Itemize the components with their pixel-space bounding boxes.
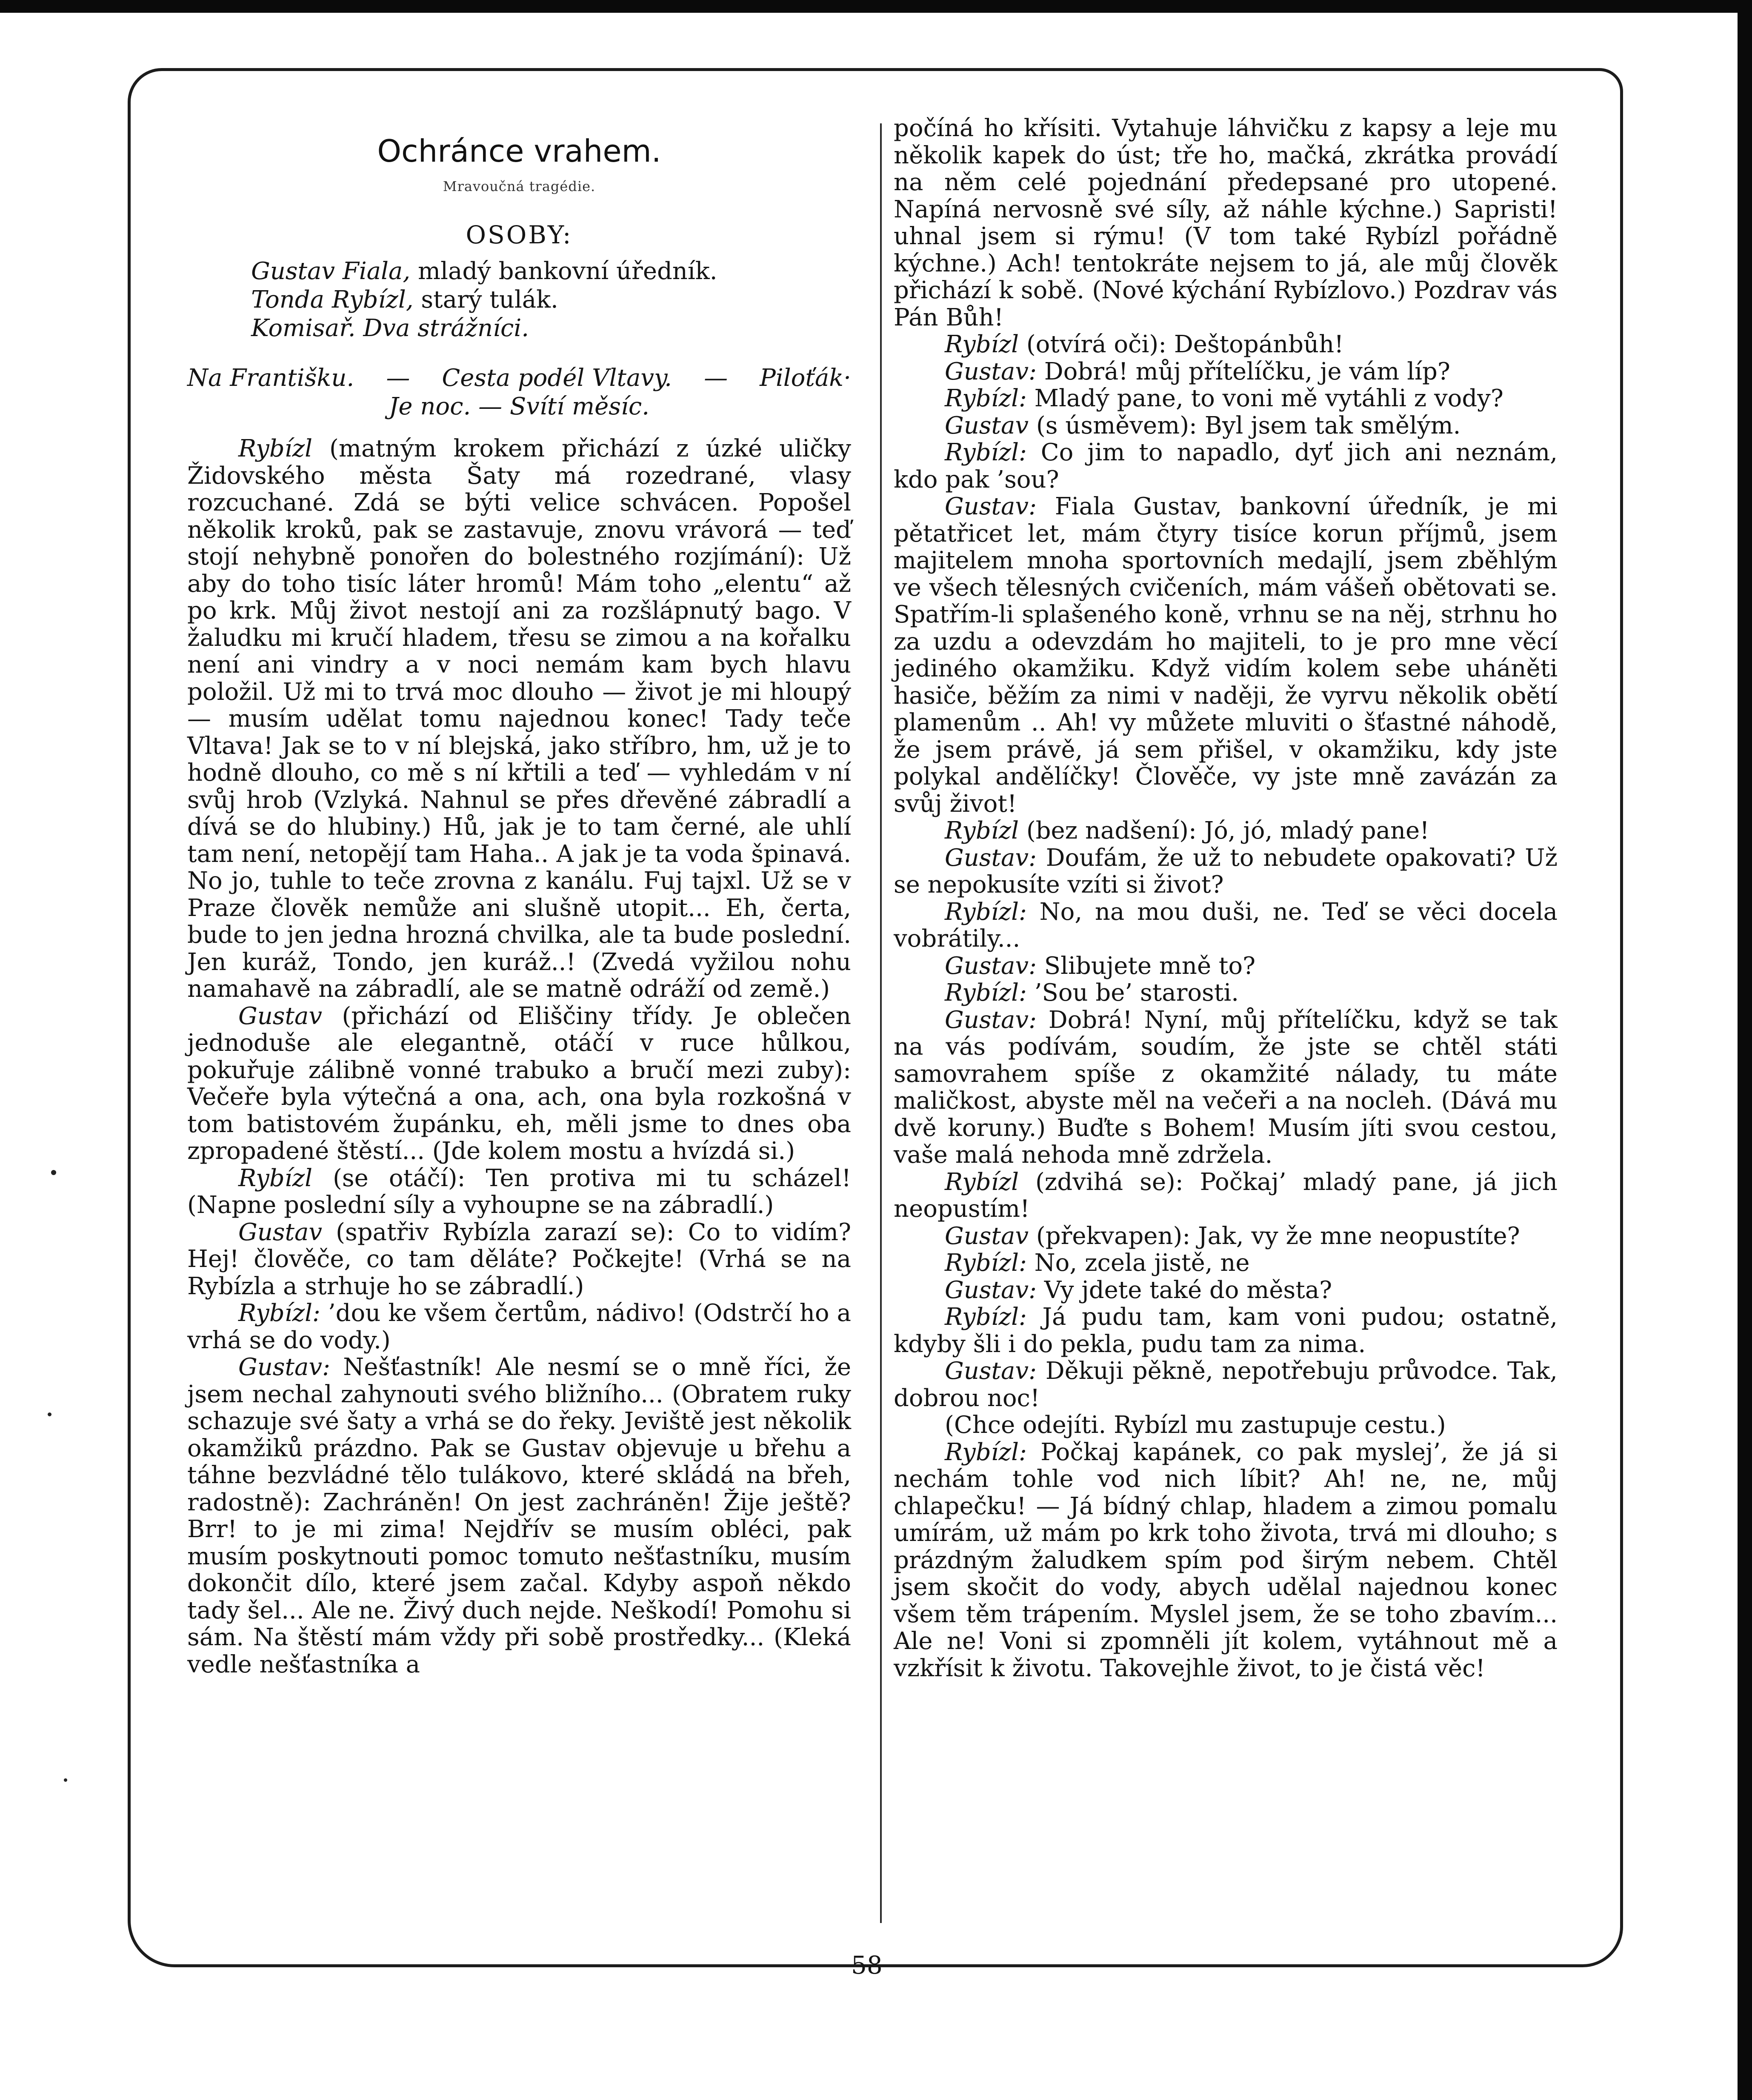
speaker-name: Rybízl	[238, 1164, 312, 1192]
dialogue-paragraph	[894, 899, 1558, 953]
speaker-name: Gustav:	[945, 493, 1037, 520]
cast-entry: Komisař. Dva strážníci.	[251, 314, 529, 342]
speaker-name: Rybízl:	[945, 1249, 1027, 1277]
speaker-name: Rybízl:	[945, 979, 1027, 1007]
dialogue-paragraph	[187, 1300, 851, 1354]
dialogue-paragraph	[894, 358, 1558, 385]
dialogue-paragraph	[894, 385, 1558, 412]
dialogue-text: Já pudu tam, kam voni pudou; ostatně, kdyby šli i do pekla, pudu tam za nima.	[894, 1303, 1558, 1358]
play-subtitle: Mravoučná tragédie.	[443, 178, 596, 194]
cast-heading: OSOBY:	[466, 220, 573, 249]
dialogue-paragraph	[894, 1250, 1558, 1277]
speaker-name: Gustav	[945, 1222, 1029, 1250]
speaker-name: Rybízl:	[945, 1438, 1027, 1466]
dialogue-text: (zdvihá se): Počkaj’ mladý pane, já jich neopustím!	[894, 1168, 1558, 1223]
right-column	[894, 115, 1558, 1682]
dialogue-text: Slibujete mně to?	[1044, 952, 1256, 980]
dialogue-text: Doufám, že už to nebudete opakovati? Už se nepokusíte vzíti si život?	[894, 844, 1558, 899]
scan-speck	[64, 1778, 67, 1782]
dialogue-paragraph	[894, 1169, 1558, 1223]
scene-setting-line-2: Je noc. — Svítí měsíc.	[389, 393, 650, 420]
dialogue-text: Dobrá! můj přítelíčku, je vám líp?	[1044, 357, 1450, 385]
dialogue-text: Děkuji pěkně, nepotřebuju průvodce. Tak, dobrou noc!	[894, 1357, 1558, 1412]
dialogue-paragraph	[894, 1223, 1558, 1250]
scan-speck	[48, 1412, 51, 1416]
speaker-name: Rybízl:	[945, 898, 1027, 926]
dialogue-text: Dobrá! Nyní, můj přítelíčku, když se tak na vás podívám, soudím, že jste se chtěl státi samovrahem spíše z okamžité nálady, tu máte maličkost, abyste měl na večeři a na nocleh. (Dává mu dvě koruny.) Buďte s Bohem! Musím jíti svou cestou, vaše malá nehoda mně zdržela.	[894, 1006, 1558, 1169]
scene-setting-line-1: Na Františku. — Cesta podél Vltavy. — Piloťák·	[187, 364, 851, 392]
dialogue-text: (s úsměvem): Byl jsem tak smělým.	[1036, 411, 1461, 439]
dialogue-text: (matným krokem přichází z úzké uličky Židovského města Šaty má rozedrané, vlasy rozcuchané. Zdá se býti velice schvácen. Popošel několik kroků, pak se zastavuje, znovu vrávorá — teď stojí nehybně ponořen do bolestného rozjímání): Už aby do toho tisíc láter hromů! Mám toho „elentu“ až po krk. Můj život nestojí ani za rozšlápnutý bago. V žaludku mi kručí hladem, třesu se zimou a na kořalku není ani vindry a v noci nemám kam bych hlavu položil. Už mi to trvá moc dlouho — život je mi hloupý — musím udělat tomu najednou konec! Tady teče Vltava! Jak se to v ní blejská, jako stříbro, hm, už je to hodně dlouho, co mě s ní křtili a teď — vyhledám v ní svůj hrob (Vzlyká. Nahnul se přes dřevěné zábradlí a dívá se do hlubiny.) Hů, jak je to tam černé, ale uhlí tam není, netopějí tam Haha.. A jak je ta voda špinavá. No jo, tuhle to teče zrovna z kanálu. Fuj tajxl. Už se v Praze člověk nemůže ani slušně utopit... Eh, čerta, bude to jen jedna hrozná chvilka, ale ta bude poslední. Jen kuráž, Tondo, jen kuráž..! (Zvedá vyžilou nohu namahavě na zábradlí, ale se matně odráží od země.)	[187, 435, 851, 1003]
dialogue-text: Nešťastník! Ale nesmí se o mně říci, že jsem nechal zahynouti svého bližního... (Obratem ruky schazuje své šaty a vrhá se do řeky. Jeviště jest několik okamžiků prázdno. Pak se Gustav objevuje u břehu a táhne bezvládné tělo tulákovo, které skládá na břeh, radostně): Zachráněn! On jest zachráněn! Žije ještě? Brr! to je mi zima! Nejdřív se musím obléci, pak musím poskytnouti pomoc tomuto nešťastníku, musím dokončit dílo, které jsem začal. Kdyby aspoň někdo tady šel... Ale ne. Živý duch nejde. Neškodí! Pomohu si sám. Na štěstí mám vždy při sobě prostředky... (Kleká vedle nešťastníka a	[187, 1353, 851, 1678]
scan-edge-top	[0, 0, 1752, 13]
dialogue-text: (překvapen): Jak, vy že mne neopustíte?	[1036, 1222, 1520, 1250]
dialogue-text: Co jim to napadlo, dyť jich ani neznám, kdo pak ’sou?	[894, 439, 1558, 494]
dialogue-paragraph	[894, 439, 1558, 493]
speaker-name: Rybízl:	[945, 385, 1027, 412]
dialogue-text: (spatřiv Rybízla zarazí se): Co to vidím? Hej! člověče, co tam děláte? Počkejte! (Vrhá se na Rybízla a strhuje ho se zábradlí.)	[187, 1218, 851, 1300]
dialogue-paragraph	[894, 493, 1558, 817]
dialogue-text: ’dou ke všem čertům, nádivo! (Odstrčí ho a vrhá se do vody.)	[187, 1299, 851, 1354]
dialogue-paragraph	[894, 1412, 1558, 1439]
speaker-name: Gustav	[945, 411, 1029, 439]
dialogue-text: No, zcela jistě, ne	[1034, 1249, 1250, 1277]
dialogue-paragraph	[894, 1007, 1558, 1169]
speaker-name: Gustav:	[238, 1353, 330, 1381]
dialogue-text: počíná ho křísiti. Vytahuje láhvičku z kapsy a leje mu několik kapek do úst; tře ho, mačká, zkrátka provádí na něm celé pojednání předepsané pro utopené. Napíná nervosně své síly, až náhle kýchne.) Sapristi! uhnal jsem si rýmu! (V tom také Rybízl pořádně kýchne.) Ach! tentokráte nejsem to já, ale můj člověk přichází k sobě. (Nové kýchání Rybízlovo.) Pozdrav vás Pán Bůh!	[894, 114, 1558, 331]
speaker-name: Rybízl	[945, 331, 1019, 358]
speaker-name: Rybízl	[945, 817, 1019, 845]
page-number: 58	[851, 1951, 883, 1980]
speaker-name: Gustav:	[945, 357, 1037, 385]
speaker-name: Gustav:	[945, 844, 1037, 872]
speaker-name: Rybízl	[238, 435, 312, 462]
dialogue-paragraph	[894, 412, 1558, 439]
dialogue-paragraph	[187, 1354, 851, 1678]
dialogue-paragraph	[187, 1003, 851, 1165]
speaker-name: Gustav	[238, 1218, 323, 1246]
dialogue-paragraph	[187, 435, 851, 1003]
right-dialogue	[894, 115, 1558, 1682]
speaker-name: Gustav:	[945, 1357, 1037, 1385]
dialogue-text: Mladý pane, to voni mě vytáhli z vody?	[1034, 385, 1503, 412]
dialogue-text: (otvírá oči): Deštopánbůh!	[1026, 331, 1344, 358]
dialogue-paragraph	[894, 331, 1558, 358]
dialogue-text: ’Sou be’ starosti.	[1034, 979, 1239, 1007]
dialogue-paragraph	[187, 1219, 851, 1300]
dialogue-paragraph	[894, 953, 1558, 980]
cast-entry: Gustav Fiala, mladý bankovní úředník.	[251, 257, 717, 285]
left-dialogue	[187, 435, 851, 1678]
speaker-name: Rybízl:	[945, 1303, 1027, 1331]
dialogue-text: (přichází od Eliščiny třídy. Je oblečen jednoduše ale elegantně, otáčí v ruce hůlkou, pokuřuje zálibně vonné trabuko a bručí mezi zuby): Večeře byla výtečná a ona, ach, ona byla rozkošná v tom batistovém župánku, eh, měli jsme to dnes oba zpropadené štěstí... (Jde kolem mostu a hvízdá si.)	[187, 1002, 851, 1165]
dialogue-paragraph	[894, 979, 1558, 1007]
dialogue-text: (Chce odejíti. Rybízl mu zastupuje cestu.)	[945, 1411, 1446, 1439]
speaker-name: Gustav:	[945, 1006, 1037, 1034]
dialogue-text: No, na mou duši, ne. Teď se věci docela vobrátily...	[894, 898, 1558, 953]
dialogue-paragraph	[894, 845, 1558, 899]
speaker-name: Gustav	[238, 1002, 323, 1030]
dialogue-paragraph	[894, 1439, 1558, 1682]
dialogue-paragraph	[187, 1165, 851, 1219]
dialogue-text: Fiala Gustav, bankovní úředník, je mi pětatřicet let, mám čtyry tisíce korun příjmů, jsem majitelem mnoha sportovních medajlí, jsem zběhlým ve všech tělesných cvičeních, mám vášeň obětovati se. Spatřím-li splašeného koně, vrhnu se na něj, strhnu ho za uzdu a odevzdám ho majiteli, to je pro mne věcí jediného okamžiku. Když vidím kolem sebe uháněti hasiče, běžím za nimi v naději, že vyrvu několik obětí plamenům .. Ah! vy můžete mluviti o šťastné náhodě, že jsem právě, já sem přišel, v okamžiku, kdy jste polykal andělíčky! Člověče, vy jste mně zavázán za svůj život!	[894, 493, 1558, 818]
dialogue-paragraph	[894, 1358, 1558, 1412]
dialogue-paragraph	[894, 817, 1558, 845]
cast-entry: Tonda Rybízl, starý tulák.	[251, 286, 558, 314]
left-column	[187, 115, 851, 1678]
dialogue-text: (bez nadšení): Jó, jó, mladý pane!	[1026, 817, 1429, 845]
dialogue-paragraph	[894, 1304, 1558, 1358]
column-divider	[880, 123, 882, 1923]
play-title: Ochránce vrahem.	[377, 133, 661, 169]
dialogue-paragraph	[894, 115, 1558, 331]
speaker-name: Rybízl:	[945, 439, 1027, 466]
dialogue-text: (se otáčí): Ten protiva mi tu scházel! (Napne poslední síly a vyhoupne se na zábradlí.)	[187, 1164, 851, 1219]
speaker-name: Rybízl	[945, 1168, 1019, 1196]
dialogue-text: Počkaj kapánek, co pak myslej’, že já si nechám tohle vod nich líbit? Ah! ne, ne, můj chlapečku! — Já bídný chlap, hladem a zimou pomalu umírám, už mám po krk toho života, trvá mi dlouho; s prázdným žaludkem spím pod širým nebem. Chtěl jsem skočit do vody, abych udělal najednou konec všem těm trápením. Myslel jsem, že se toho zbavím... Ale ne! Voni si zpomněli jít kolem, vytáhnout mě a vzkřísit k životu. Takovejhle život, to je čistá věc!	[894, 1438, 1558, 1682]
cast-list	[187, 257, 851, 342]
speaker-name: Gustav:	[945, 952, 1037, 980]
scan-edge-right	[1738, 0, 1752, 2100]
scan-speck	[51, 1170, 56, 1175]
speaker-name: Gustav:	[945, 1276, 1037, 1304]
dialogue-text: Vy jdete také do města?	[1044, 1276, 1332, 1304]
speaker-name: Rybízl:	[238, 1299, 320, 1327]
dialogue-paragraph	[894, 1277, 1558, 1304]
